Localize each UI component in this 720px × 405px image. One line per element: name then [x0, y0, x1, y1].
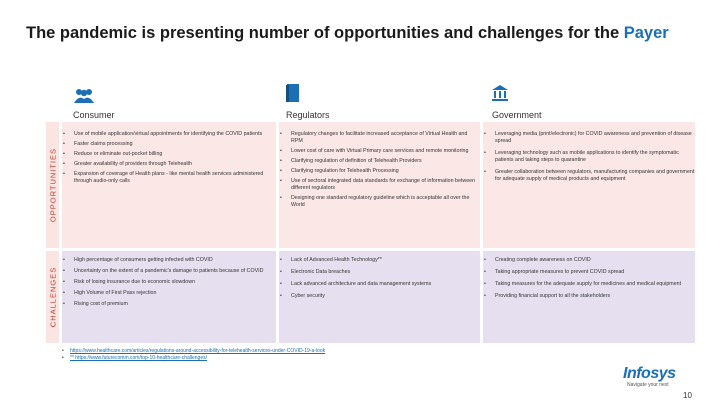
list-item: • High Volume of First Pass rejection	[62, 290, 276, 297]
title-text: The pandemic is presenting number of opportunities and challenges for the	[26, 24, 620, 42]
list-item: • Use of sectoral integrated data standards for exchange of information between different regulators	[279, 178, 480, 192]
title-accent: Payer	[623, 24, 669, 42]
list-item: • Lack advanced architecture and data management systems	[279, 281, 480, 288]
list-item: • Designing one standard regulatory guideline which is acceptable all over the World	[279, 195, 480, 209]
list-item: • Taking appropriate measures to prevent COVID spread	[483, 269, 695, 276]
list-item: • Use of mobile application/virtual appointments for identifying the COVID patients	[62, 131, 276, 138]
list-item: • Lower cost of care with Virtual Primary care services and remote monitoring	[279, 148, 480, 155]
challenges-consumer-cell	[62, 251, 276, 343]
list-item: • Clarifying regulation for Telehealth Processing	[279, 168, 480, 175]
list-item: • Taking measures for the adequate supply for medicines and medical equipment	[483, 281, 695, 288]
reference-link[interactable]: • ** https://www.futurecomm.com/top-10-healthcare-challenges/	[62, 355, 325, 362]
opportunities-consumer-cell	[62, 122, 276, 248]
list-item: • Cyber security	[279, 293, 480, 300]
list-item: • Regulatory changes to facilitate increased acceptance of Virtual Health and RPM	[279, 131, 480, 145]
page-number: 10	[683, 391, 692, 400]
list-item: • Greater availability of providers through Telehealth	[62, 161, 276, 168]
list-item: • Lack of Advanced Health Technology**	[279, 257, 480, 264]
page-title	[26, 24, 696, 43]
list-item: • Clarifying regulation of definition of Telehealth Providers	[279, 158, 480, 165]
list-item: • Faster claims processing	[62, 141, 276, 148]
list-item: • High percentage of consumers getting infected with COVID	[62, 257, 276, 264]
list-item: • Leveraging technology such as mobile applications to identify the symptomatic patients and taking steps to quarantine	[483, 150, 695, 164]
row-label-challenges: CHALLENGES	[46, 251, 59, 343]
infosys-logo	[623, 366, 699, 394]
logo-name: Infosys	[623, 365, 676, 382]
list-item: • Reduce or eliminate out-pocket billing	[62, 151, 276, 158]
document-icon	[285, 83, 301, 103]
people-icon	[73, 88, 95, 104]
list-item: • Greater collaboration between regulators, manufacturing companies and government for adequate supply of medical products and equipment	[483, 169, 695, 183]
list-item: • Electronic Data breaches	[279, 269, 480, 276]
list-item: • Expansion of coverage of Health plans - like mental health services administered through audio-only calls	[62, 171, 276, 185]
list-item: • Risk of losing insurance due to economic slowdown	[62, 279, 276, 286]
list-item: • Providing financial support to all the stakeholders	[483, 293, 695, 300]
list-item: • Uncertainty on the extent of a pandemic's damage to patients because of COVID	[62, 268, 276, 275]
list-item: • Creating complete awareness on COVID	[483, 257, 695, 264]
column-header-regulators: Regulators	[286, 110, 330, 120]
logo-tagline: Navigate your next	[627, 382, 669, 388]
challenges-government-cell	[483, 251, 695, 343]
opportunities-government-cell	[483, 122, 695, 248]
reference-link[interactable]: • https://www.healthcare.com/articles/regulations-around-accessibility-for-telehealth-services-under-COVID-19-a-look	[62, 348, 325, 355]
column-header-government: Government	[492, 110, 542, 120]
references	[62, 348, 325, 362]
column-header-consumer: Consumer	[73, 110, 115, 120]
opportunities-regulators-cell	[279, 122, 480, 248]
challenges-regulators-cell	[279, 251, 480, 343]
list-item: • Rising cost of premium	[62, 301, 276, 308]
row-label-opportunities: OPPORTUNITIES	[46, 122, 59, 248]
list-item: • Leveraging media (print/electronic) for COVID awareness and prevention of disease spread	[483, 131, 695, 145]
government-building-icon	[491, 84, 509, 102]
